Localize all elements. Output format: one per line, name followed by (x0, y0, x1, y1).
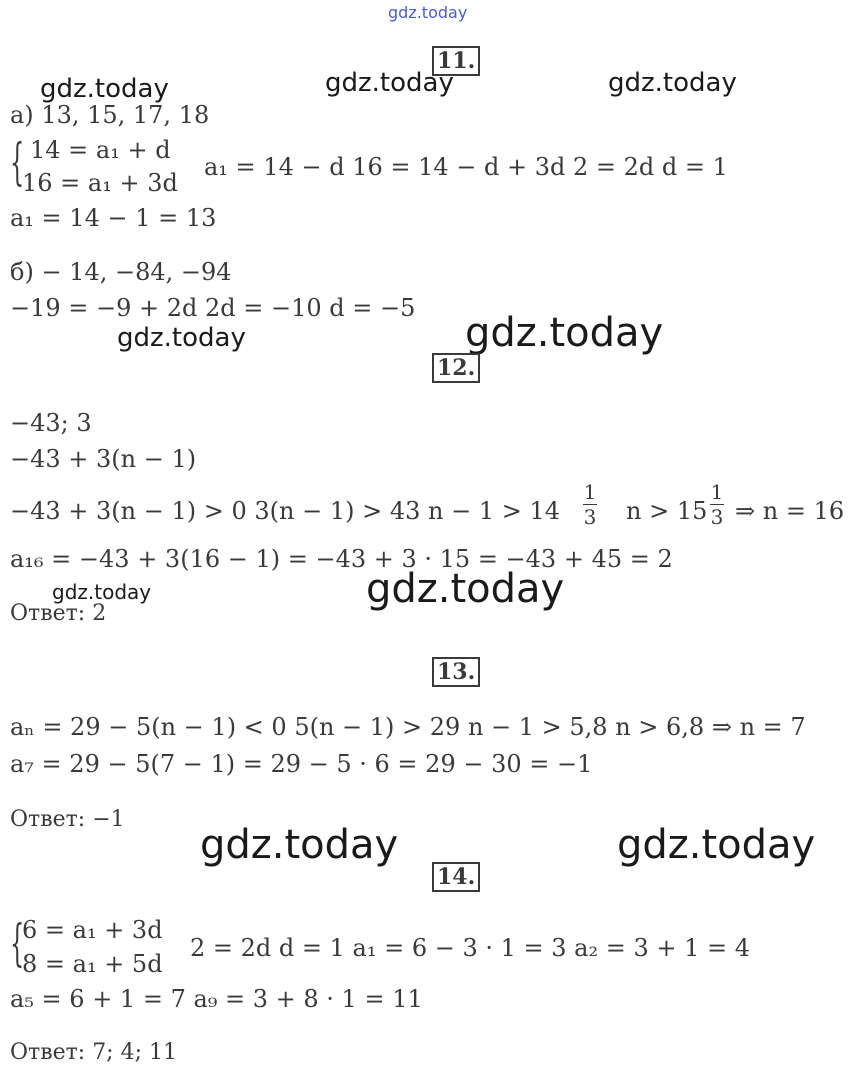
p14-system-line-2: 8 = a₁ + 5d (22, 950, 163, 978)
fraction-one-third: 1 3 (583, 480, 597, 529)
a1-result: a₁ = 14 − 1 = 13 (10, 204, 217, 232)
p12-line-4: a₁₆ = −43 + 3(16 − 1) = −43 + 3 · 15 = −43 + 45 = 2 (10, 545, 673, 573)
watermark: gdz.today (325, 68, 454, 98)
p13-line-1: aₙ = 29 − 5(n − 1) < 0 5(n − 1) > 29 n − 1 > 5,8 n > 6,8 ⇒ n = 7 (10, 713, 806, 741)
system-brace: { (10, 914, 25, 972)
p14-system-line-1: 6 = a₁ + 3d (22, 916, 163, 944)
part-a-header: а) 13, 15, 17, 18 (10, 101, 210, 129)
p12-line-3: −43 + 3(n − 1) > 0 3(n − 1) > 43 n − 1 > 14 (10, 497, 560, 525)
fraction-one-third: 1 3 (710, 480, 724, 529)
part-b-header: б) − 14, −84, −94 (10, 258, 232, 286)
problem-number-14: 14. (432, 862, 480, 892)
watermark: gdz.today (117, 323, 246, 353)
watermark: gdz.today (465, 310, 664, 356)
p12-line-3c: ⇒ n = 16 (735, 497, 845, 525)
p13-line-2: a₇ = 29 − 5(7 − 1) = 29 − 5 · 6 = 29 − 30 = −1 (10, 750, 593, 778)
system-line-1: 14 = a₁ + d (30, 136, 171, 164)
problem-number-11: 11. (432, 46, 480, 76)
problem-number-12: 12. (432, 353, 480, 383)
p14-line-2: a₅ = 6 + 1 = 7 a₉ = 3 + 8 · 1 = 11 (10, 985, 423, 1013)
watermark: gdz.today (200, 822, 399, 868)
p12-line-2: −43 + 3(n − 1) (10, 445, 197, 473)
system-solution: a₁ = 14 − d 16 = 14 − d + 3d 2 = 2d d = 1 (204, 153, 728, 181)
watermark: gdz.today (40, 74, 169, 104)
watermark: gdz.today (52, 580, 152, 604)
watermark: gdz.today (366, 566, 565, 612)
system-brace: { (10, 133, 25, 191)
watermark: gdz.today (617, 822, 816, 868)
watermark: gdz.today (608, 68, 737, 98)
problem-number-13: 13. (432, 657, 480, 687)
p14-answer: Ответ: 7; 4; 11 (10, 1040, 177, 1065)
p13-answer: Ответ: −1 (10, 807, 125, 832)
part-b-solution: −19 = −9 + 2d 2d = −10 d = −5 (10, 294, 416, 322)
watermark-top: gdz.today (388, 3, 468, 22)
p12-answer: Ответ: 2 (10, 601, 107, 626)
p12-line-1: −43; 3 (10, 409, 92, 437)
system-line-2: 16 = a₁ + 3d (22, 169, 178, 197)
p14-system-solution: 2 = 2d d = 1 a₁ = 6 − 3 · 1 = 3 a₂ = 3 + 1 = 4 (190, 934, 750, 962)
p12-line-3b: n > 15 (626, 497, 708, 525)
